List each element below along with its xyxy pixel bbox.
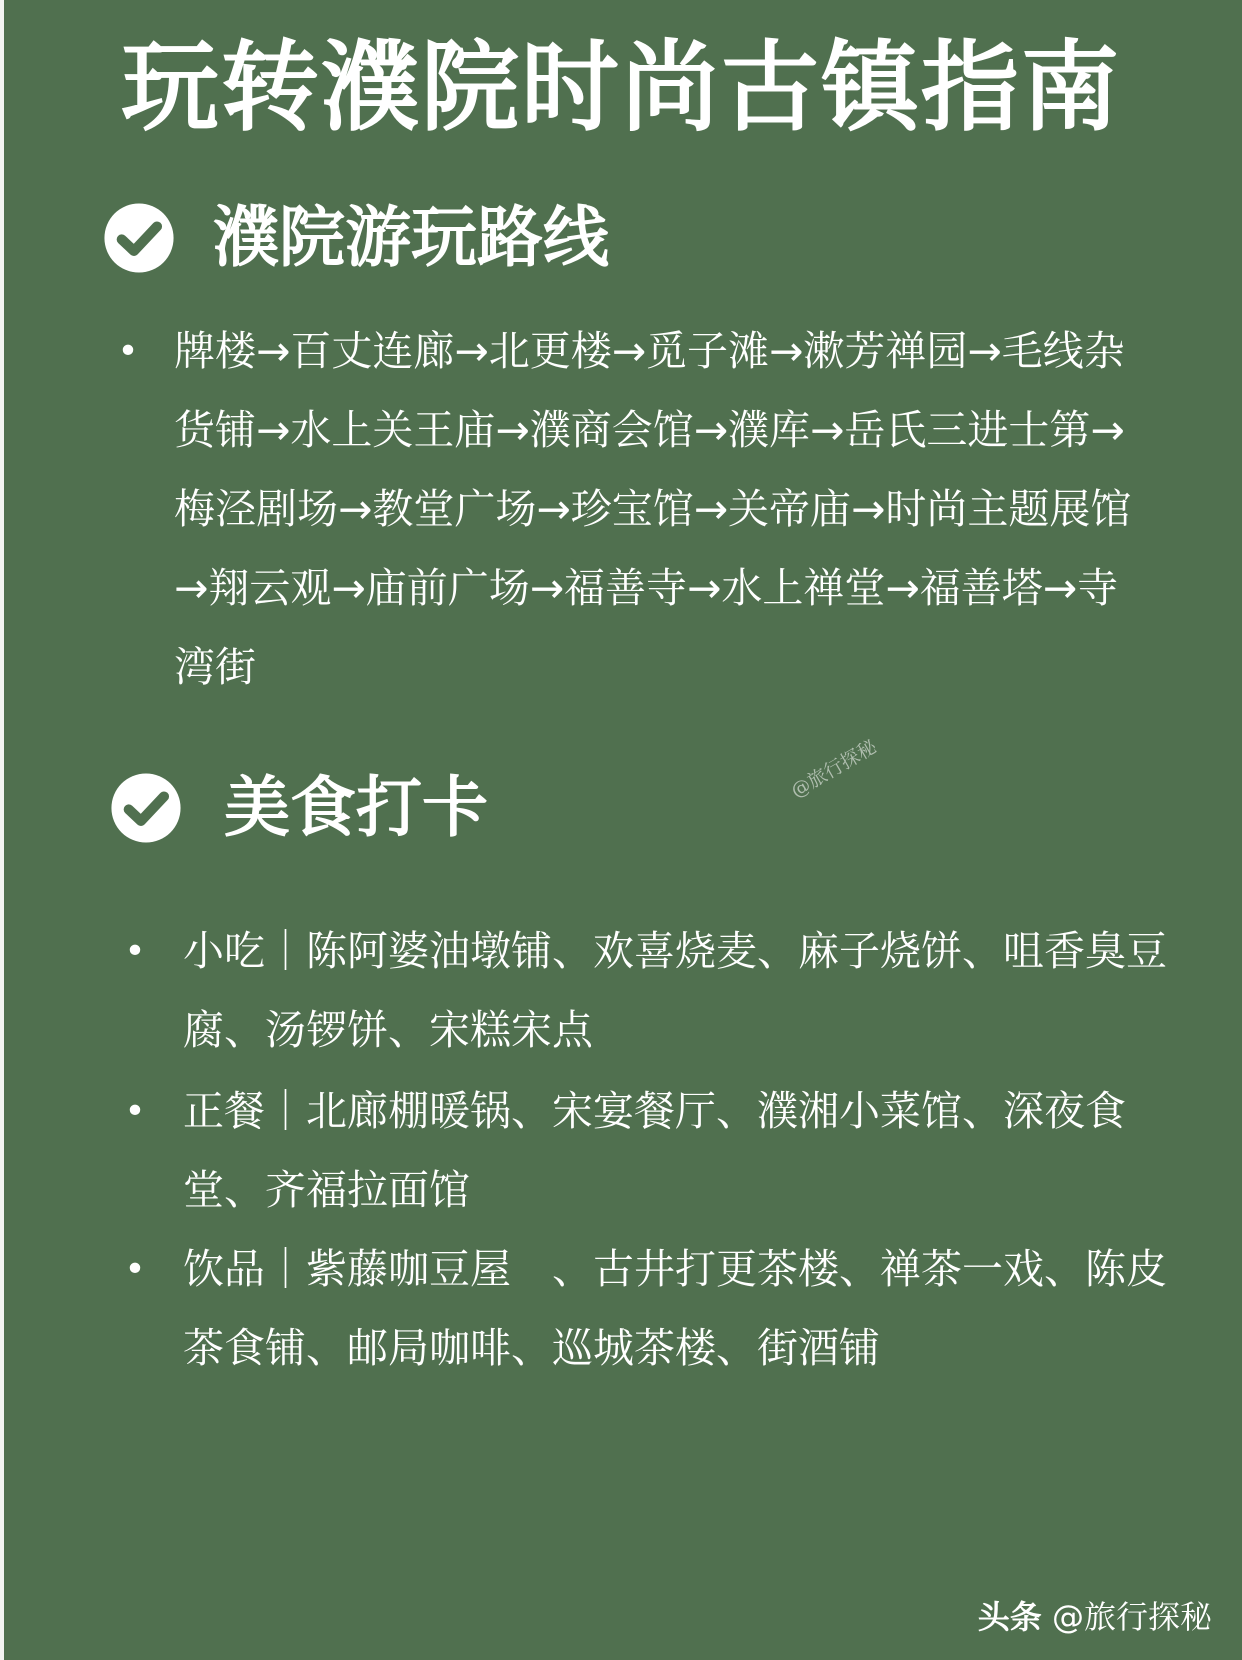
- food-section-title: 美食打卡: [224, 769, 488, 846]
- food-section-header: [110, 768, 488, 848]
- route-section-title: 濮院游玩路线: [213, 199, 609, 276]
- check-circle-icon: [103, 202, 175, 274]
- food-drinks-text: 饮品｜紫藤咖豆屋 、古井打更茶楼、禅茶一戏、陈皮茶食铺、邮局咖啡、巡城茶楼、街酒铺: [183, 1245, 1167, 1372]
- bullet-dot: •: [117, 331, 139, 372]
- left-edge-strip: [0, 0, 4, 1660]
- footer-credit: [978, 1592, 1212, 1638]
- bullet-dot: •: [124, 931, 146, 972]
- food-meals-text: 正餐｜北廊棚暖锅、宋宴餐厅、濮湘小菜馆、深夜食堂、齐福拉面馆: [183, 1087, 1126, 1214]
- food-snacks-text: 小吃｜陈阿婆油墩铺、欢喜烧麦、麻子烧饼、咀香臭豆腐、汤锣饼、宋糕宋点: [183, 927, 1167, 1054]
- footer-account: @旅行探秘: [1041, 1598, 1212, 1636]
- footer-brand: 头条: [977, 1598, 1042, 1636]
- watermark-text: @旅行探秘: [787, 735, 881, 803]
- route-section-header: [103, 198, 609, 278]
- check-circle-icon: [110, 772, 182, 844]
- bullet-dot: •: [124, 1249, 146, 1290]
- page-title: 玩转濮院时尚古镇指南: [120, 31, 1121, 145]
- route-text: 牌楼→百丈连廊→北更楼→觅子滩→漱芳禅园→毛线杂货铺→水上关王庙→濮商会馆→濮库→岳氏三进士第→梅泾剧场→教堂广场→珍宝馆→关帝庙→时尚主题展馆→翔云观→庙前广场→福善寺→水上禅堂→福善塔→寺湾街: [174, 327, 1132, 691]
- bullet-dot: •: [124, 1091, 146, 1132]
